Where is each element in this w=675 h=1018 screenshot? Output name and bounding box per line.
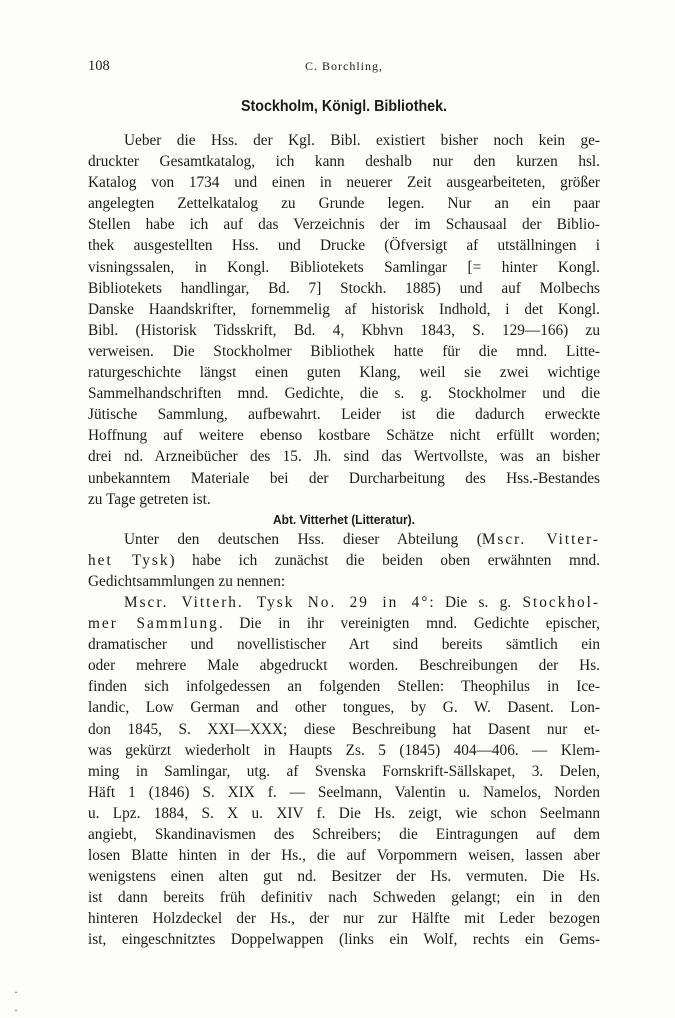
shelfmark-spaced: Mscr. Vitterh. Tysk No. 29 in 4° (124, 593, 430, 611)
text-line: ist, eingeschnitztes Doppelwappen (links ein Wolf, rechts ein Gems- (88, 931, 600, 949)
text-line: landic, Low German and other tongues, by G. W. Dasent. Lon- (88, 699, 600, 717)
text-line: u. Lpz. 1884, S. X u. XIV f. Die Hs. zeigt, wie schon Seelmann (88, 804, 600, 822)
text-line: angiebt, Skandinavismen des Schreibers; die Eintragungen auf dem (88, 826, 600, 843)
text-line: zu Tage getreten ist. (88, 490, 211, 508)
text-run: ) habe ich zunächst die beiden oben erwähnten mnd. (169, 551, 600, 569)
text-line (88, 592, 600, 613)
text-line: Bibliotekets handlingar, Bd. 7] Stockh. 1885) und auf Molbechs (88, 279, 600, 297)
paragraph-vitterhet (88, 529, 600, 592)
text-line: visningssalen, in Kongl. Bibliotekets Samlingar [= hinter Kongl. (88, 258, 600, 276)
text-line: hinteren Holzdeckel der Hs., der nur zur Hälfte mit Leder bezogen (88, 910, 600, 928)
text-line: Hoffnung auf weitere ebenso kostbare Schätze nicht erfüllt worden; (88, 427, 600, 445)
text-line: Katalog von 1734 und einen in neuerer Zeit ausgearbeiteten, größer (88, 174, 600, 192)
running-head-author: C. Borchling, (305, 59, 383, 73)
text-line: Gedichtsammlungen zu nennen: (88, 572, 286, 590)
text-line (88, 529, 600, 550)
text-line: was gekürzt wiederholt in Haupts Zs. 5 (1845) 404—406. — Klem- (88, 741, 600, 759)
subsection-title: Abt. Vitterhet (Litteratur). (273, 511, 415, 527)
text-line: Jütische Sammlung, aufbewahrt. Leider ist die dadurch erweckte (88, 406, 600, 424)
text-line: wenigstens einen alten gut nd. Besitzer der Hs. vermuten. Die Hs. (88, 868, 600, 886)
text-line: dramatischer und novellistischer Art sind bereits sämtlich ein (88, 636, 600, 654)
text-run: : Die s. g. (429, 593, 523, 611)
text-line: Ueber die Hss. der Kgl. Bibl. existiert bisher noch kein ge- (124, 132, 600, 149)
section-title: Stockholm, Königl. Bibliothek. (241, 98, 447, 115)
stray-print-mark: · (14, 1003, 18, 1017)
title-spaced: mer Sammlung (88, 615, 219, 633)
text-line: verweisen. Die Stockholmer Bibliothek hatte für die mnd. Litte- (88, 342, 600, 360)
paragraph-stockholmer-sammlung (88, 592, 600, 951)
text-line: ming in Samlingar, utg. af Svenska Fornskrift-Sällskapet, 3. Delen, (88, 762, 600, 780)
text-run: . Die in ihr vereinigten mnd. Gedichte epischer, (218, 615, 600, 633)
text-line: druckter Gesamtkatalog, ich kann deshalb nur den kurzen hsl. (88, 153, 600, 171)
text-line: don 1845, S. XXI—XXX; diese Beschreibung hat Dasent nur et- (88, 720, 600, 738)
paragraph-intro (88, 130, 600, 510)
text-line: Bibl. (Historisk Tidsskrift, Bd. 4, Kbhvn 1843, S. 129—166) zu (88, 321, 600, 339)
shelfmark-spaced: het Tysk (88, 551, 170, 569)
text-line: drei nd. Arzneibücher des 15. Jh. sind das Wertvollste, was an bisher (88, 448, 600, 466)
text-run: Unter den deutschen Hss. dieser Abteilung ( (124, 530, 482, 548)
text-line (88, 613, 600, 634)
text-line: finden sich infolgedessen an folgenden Stellen: Theophilus in Ice- (88, 678, 600, 696)
text-line: Sammelhandschriften mnd. Gedichte, die s. g. Stockholmer und die (88, 385, 600, 403)
text-line: unbekanntem Materiale bei der Durcharbeitung des Hss.-Bestandes (88, 469, 600, 487)
text-line: losen Blatte hinten in der Hs., die auf Vorpommern weisen, lassen aber (88, 847, 600, 865)
text-line: ist dann bereits früh definitiv nach Schweden gelangt; ein in den (88, 889, 600, 907)
title-spaced: Stockhol- (522, 593, 600, 611)
text-line: raturgeschichte längst einen guten Klang, weil sie zwei wichtige (88, 364, 600, 382)
book-page (88, 58, 600, 951)
stray-print-mark: · (14, 985, 18, 999)
text-line: Danske Haandskrifter, fornemmelig af historisk Indhold, i det Kongl. (88, 300, 600, 318)
shelfmark-spaced: Mscr. Vitter- (481, 530, 601, 548)
text-line: Häft 1 (1846) S. XIX f. — Seelmann, Valentin u. Namelos, Norden (88, 783, 600, 801)
text-line: oder mehrere Male abgedruckt worden. Beschreibungen der Hs. (88, 657, 600, 675)
text-line: Stellen habe ich auf das Verzeichnis der im Schausaal der Biblio- (88, 216, 600, 234)
running-head (88, 58, 600, 80)
page-number: 108 (88, 58, 110, 74)
text-line (88, 550, 600, 571)
text-line: angelegten Zettelkatalog zu Grunde legen. Nur an ein paar (88, 195, 600, 213)
text-line: thek ausgestellten Hss. und Drucke (Öfversigt af utställningen i (88, 237, 600, 255)
